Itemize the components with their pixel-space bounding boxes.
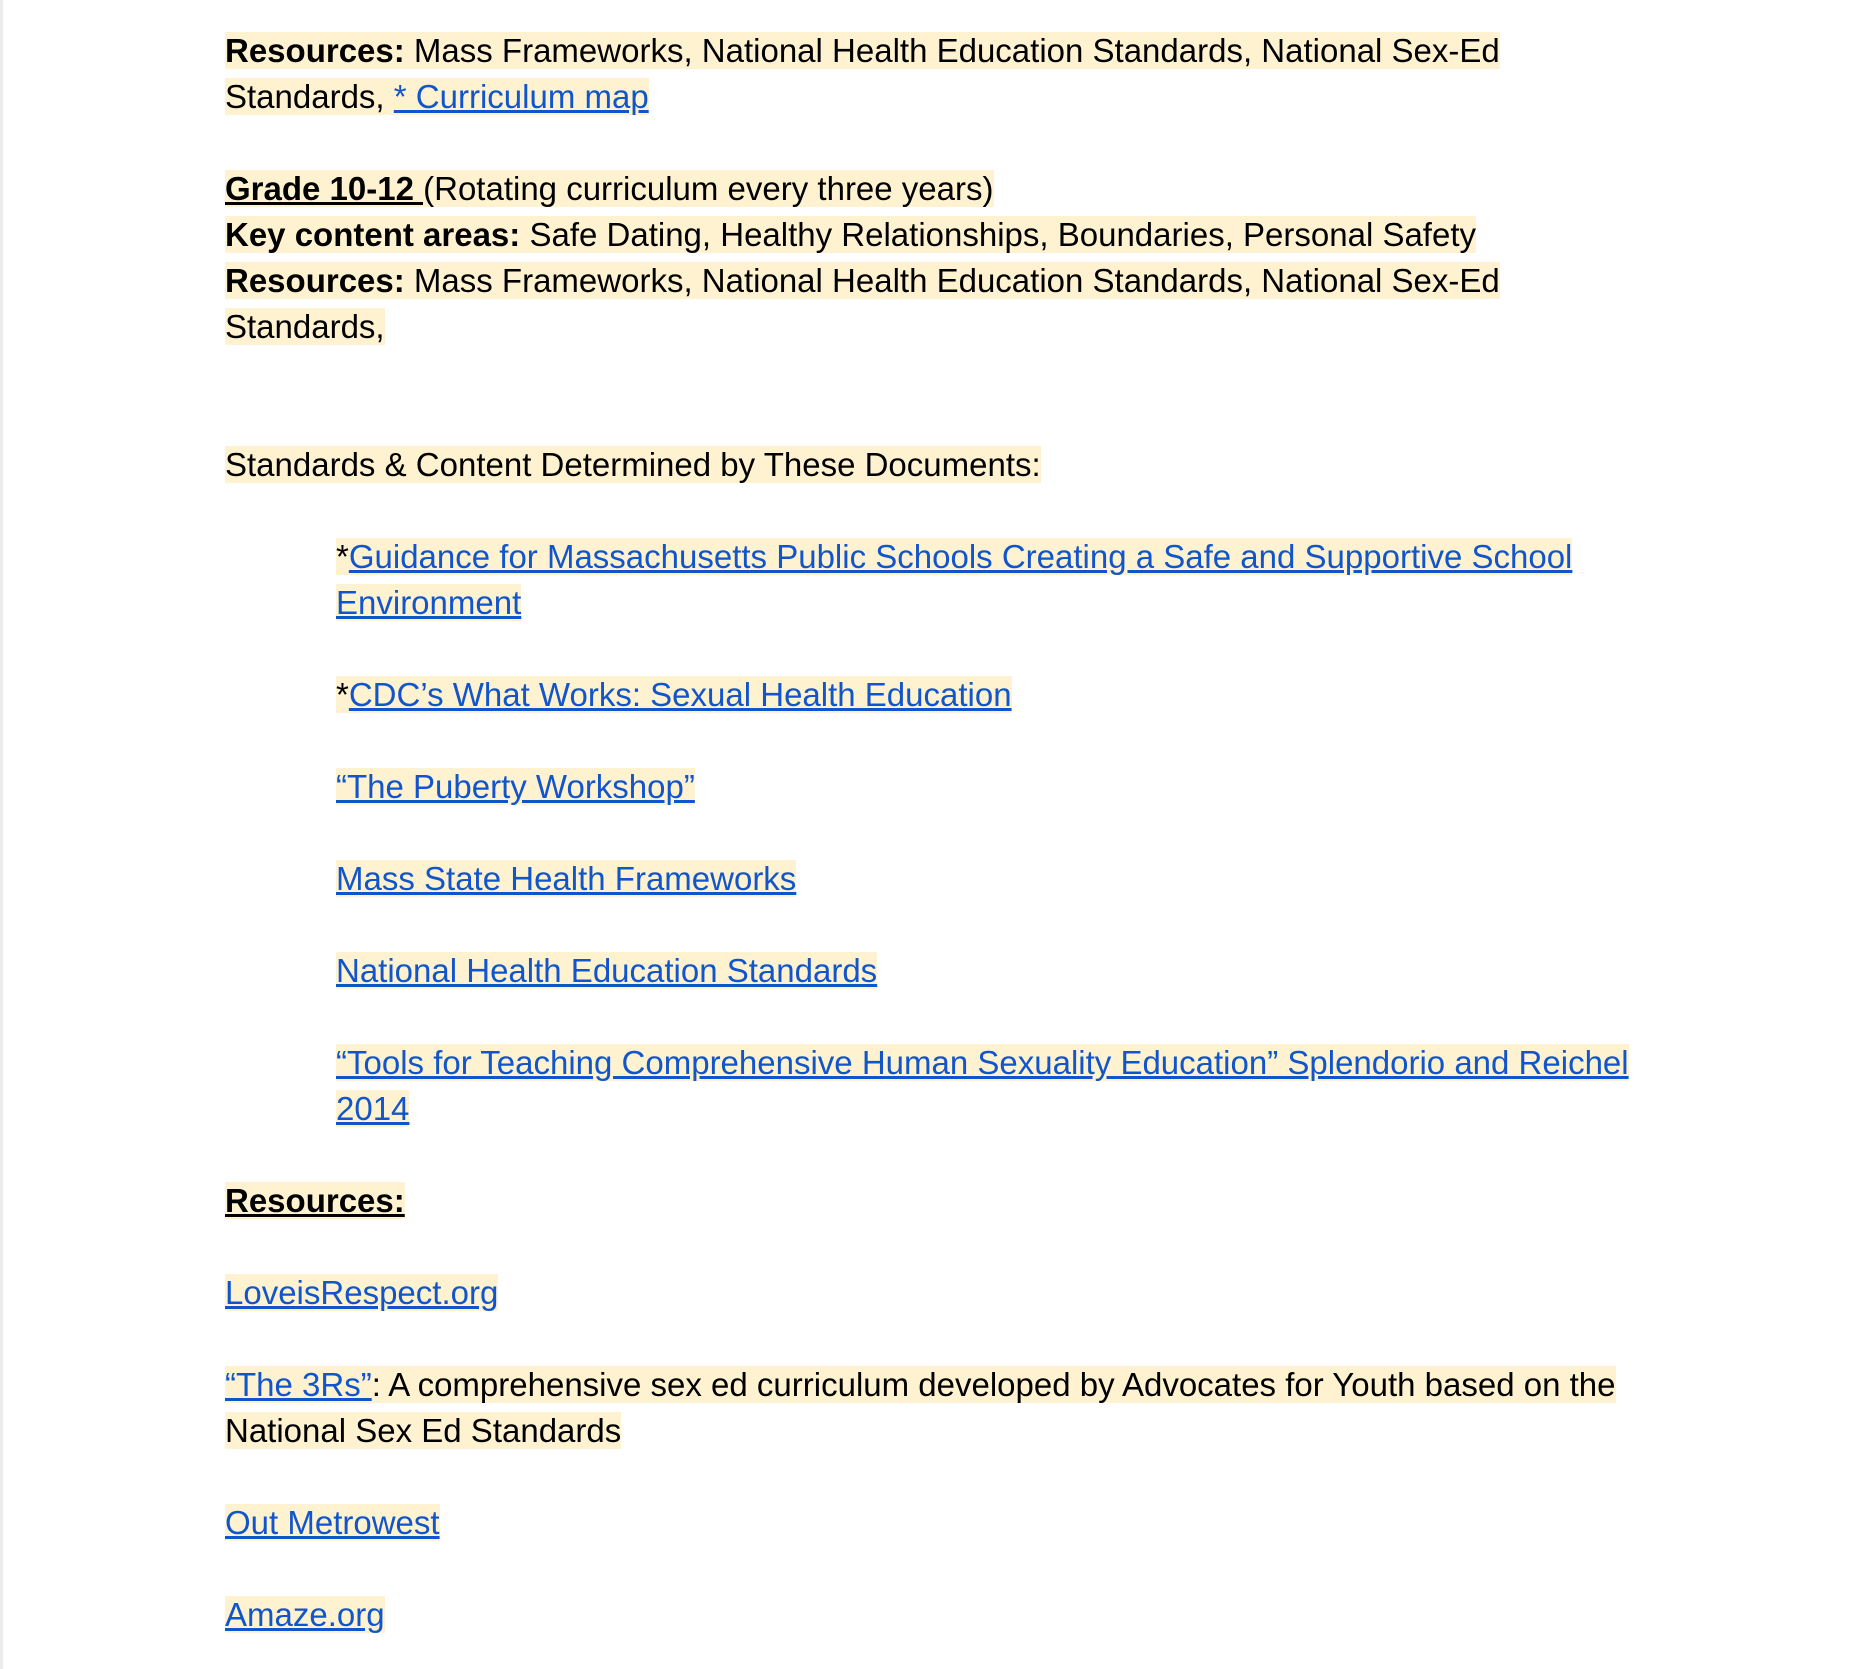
standards-item [225,948,1685,994]
resources-label: Resources: [225,32,405,69]
resource-item [225,1592,1665,1638]
grade-paragraph [225,166,1665,350]
grade-note: (Rotating curriculum every three years) [423,170,994,207]
curriculum-map-link[interactable]: * Curriculum map [393,78,649,115]
resources-text: Mass Frameworks, National Health Education Standards, National Sex-Ed [404,32,1500,69]
resource-link[interactable]: Out Metrowest [225,1504,440,1541]
resource-link[interactable]: “The 3Rs” [225,1366,372,1403]
resource-item [225,1362,1665,1454]
document-body [225,28,1685,1638]
grade-resources-text: Mass Frameworks, National Health Education Standards, National Sex-Ed [404,262,1500,299]
standards-item [225,1040,1685,1132]
standards-item-link[interactable]: “The Puberty Workshop” [336,768,695,805]
resources-heading-paragraph [225,1178,1665,1224]
standards-item-prefix: * [336,676,349,713]
resource-item [225,1270,1665,1316]
standards-item-link[interactable]: National Health Education Standards [336,952,878,989]
standards-item-link[interactable]: Guidance for Massachusetts Public Schools Creating a Safe and Supportive School Environment [336,538,1573,621]
standards-item [225,672,1685,718]
resource-link[interactable]: Amaze.org [225,1596,385,1633]
resources-text-cont: Standards, [225,78,394,115]
resources-heading: Resources: [225,1182,405,1219]
standards-heading: Standards & Content Determined by These Documents: [225,446,1041,483]
key-content-label: Key content areas: [225,216,521,253]
key-content-text: Safe Dating, Healthy Relationships, Boundaries, Personal Safety [520,216,1476,253]
page-left-border [0,0,3,1669]
grade-resources-text-cont: Standards, [225,308,385,345]
standards-item [225,534,1685,626]
standards-item [225,856,1685,902]
grade-label: Grade 10-12 [225,170,424,207]
standards-item [225,764,1685,810]
resource-item [225,1500,1665,1546]
grade-resources-label: Resources: [225,262,405,299]
standards-item-prefix: * [336,538,349,575]
top-resources-paragraph [225,28,1665,120]
standards-item-link[interactable]: Mass State Health Frameworks [336,860,797,897]
standards-item-link[interactable]: CDC’s What Works: Sexual Health Education [348,676,1012,713]
resource-description: : A comprehensive sex ed curriculum developed by Advocates for Youth based on the National Sex Ed Standards [225,1366,1616,1449]
standards-item-link[interactable]: “Tools for Teaching Comprehensive Human Sexuality Education” Splendorio and Reichel 2014 [336,1044,1629,1127]
resource-link[interactable]: LoveisRespect.org [225,1274,499,1311]
standards-heading-paragraph [225,442,1665,488]
